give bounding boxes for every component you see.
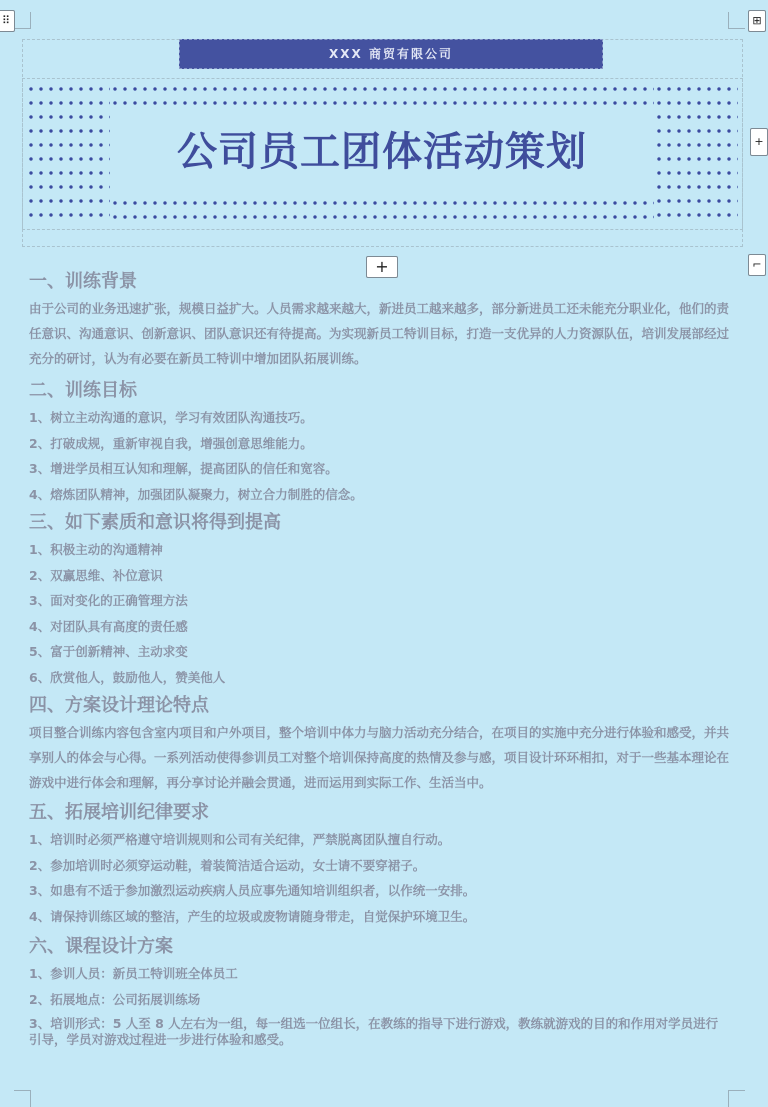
list-item: 1、积极主动的沟通精神 [29,542,163,557]
section-heading: 三、如下素质和意识将得到提高 [29,512,281,533]
section-heading: 二、训练目标 [29,380,137,401]
resize-handle-icon[interactable]: ⌐ [748,254,766,276]
document-title: 公司员工团体活动策划 [177,129,587,175]
list-item: 3、面对变化的正确管理方法 [29,593,188,608]
banner-center [112,110,652,196]
list-item: 1、参训人员：新员工特训班全体员工 [29,966,238,981]
page-corner-mark-top-right [728,12,745,29]
section-paragraph: 由于公司的业务迅速扩张，规模日益扩大。人员需求越来越大，新进员工越来越多，部分新进员工还未能充分职业化，他们的责任意识、沟通意识、创新意识、团队意识还有待提高。为实现新员工特训目标，打造一支优异的人力资源队伍，培训发展部经过充分的研讨，认为有必要在新员工特训中增加团队拓展训练。 [29,301,730,366]
company-name-bar[interactable] [179,39,603,69]
add-row-button[interactable]: + [366,256,398,278]
list-item: 3、培训形式：5 人至 8 人左右为一组，每一组选一位组长，在教练的指导下进行游戏，教练就游戏的目的和作用对学员进行引导，学员对游戏过程进一步进行体验和感受。 [29,1016,719,1047]
list-item: 4、对团队具有高度的责任感 [29,618,188,634]
list-item: 4、请保持训练区域的整洁，产生的垃圾或废物请随身带走，自觉保护环境卫生。 [29,908,476,924]
list-item: 3、如患有不适于参加激烈运动疾病人员应事先通知培训组织者，以作统一安排。 [29,883,476,898]
table-properties-icon[interactable]: ⊞ [748,10,766,32]
section-paragraph: 项目整合训练内容包含室内项目和户外项目，整个培训中体力与脑力活动充分结合，在项目的实施中充分进行体验和感受，并共享别人的体会与心得。一系列活动使得参训员工对整个培训保持高度的热情及参与感，项目设计环环相扣，对于一些基本理论在游戏中进行体会和理解，再分享讨论并融会贯通，进而运用到实际工作、生活当中。 [29,725,730,790]
section-heading: 五、拓展培训纪律要求 [29,802,209,823]
dot-pattern-right [654,82,738,224]
document-body [29,268,729,1048]
company-name: XXX 商贸有限公司 [329,47,453,61]
page-corner-mark-bottom-left [14,1090,31,1107]
list-item: 3、增进学员相互认知和理解，提高团队的信任和宽容。 [29,461,338,476]
dot-pattern-bottom [110,196,654,224]
dot-pattern-left [26,82,110,224]
section-heading: 四、方案设计理论特点 [29,695,209,716]
section-heading: 六、课程设计方案 [29,936,173,957]
list-item: 2、打破成规，重新审视自我，增强创意思维能力。 [29,435,313,451]
list-item: 1、培训时必须严格遵守培训规则和公司有关纪律，严禁脱离团队擅自行动。 [29,832,451,847]
list-item: 4、熔炼团队精神，加强团队凝聚力，树立合力制胜的信念。 [29,486,363,502]
list-item: 2、双赢思维、补位意识 [29,567,163,583]
list-item: 6、欣赏他人，鼓励他人，赞美他人 [29,669,226,685]
list-item: 1、树立主动沟通的意识，学习有效团队沟通技巧。 [29,410,313,425]
list-item: 5、富于创新精神、主动求变 [29,644,188,659]
list-item: 2、拓展地点：公司拓展训练场 [29,991,201,1007]
section-heading: 一、训练背景 [29,271,137,292]
page-corner-mark-top-left [14,12,31,29]
table-move-handle-icon[interactable]: ⠿ [0,10,15,32]
add-column-icon[interactable]: + [750,128,768,156]
list-item: 2、参加培训时必须穿运动鞋，着装简洁适合运动，女士请不要穿裙子。 [29,857,426,873]
title-banner [22,78,742,228]
dot-pattern-top [110,82,654,110]
page-corner-mark-bottom-right [728,1090,745,1107]
